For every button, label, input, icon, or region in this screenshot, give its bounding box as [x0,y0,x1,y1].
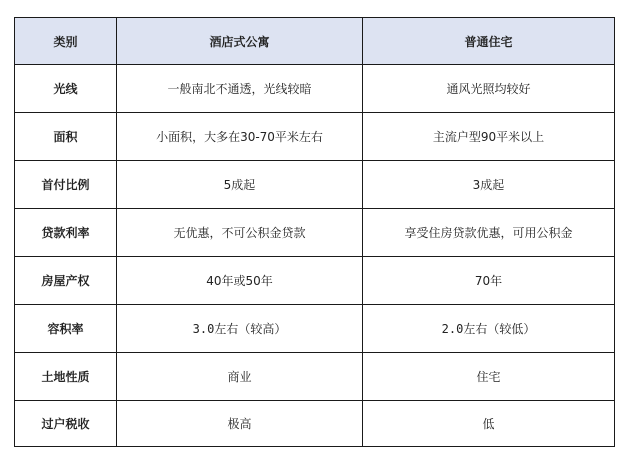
cell-apartment: 5成起 [117,161,363,209]
row-label: 容积率 [15,305,117,353]
table-row-plot-ratio [15,305,615,353]
cell-apartment: 40年或50年 [117,257,363,305]
cell-residence: 2.0左右（较低） [363,305,615,353]
cell-apartment: 小面积，大多在30-70平米左右 [117,113,363,161]
table-row-land-nature [15,353,615,401]
cell-residence: 主流户型90平米以上 [363,113,615,161]
cell-apartment: 无优惠，不可公积金贷款 [117,209,363,257]
table-row-transfer-tax [15,401,615,447]
table-row-area [15,113,615,161]
comparison-table [14,17,615,447]
cell-apartment: 极高 [117,401,363,447]
row-label: 房屋产权 [15,257,117,305]
comparison-table-container [14,17,614,447]
cell-apartment: 商业 [117,353,363,401]
cell-residence: 享受住房贷款优惠，可用公积金 [363,209,615,257]
row-label: 面积 [15,113,117,161]
header-category: 类别 [15,18,117,65]
cell-apartment: 3.0左右（较高） [117,305,363,353]
table-row-lighting [15,65,615,113]
cell-apartment: 一般南北不通透，光线较暗 [117,65,363,113]
table-row-property-rights [15,257,615,305]
cell-residence: 低 [363,401,615,447]
header-hotel-apartment: 酒店式公寓 [117,18,363,65]
row-label: 过户税收 [15,401,117,447]
row-label: 首付比例 [15,161,117,209]
table-header-row [15,18,615,65]
row-label: 贷款利率 [15,209,117,257]
row-label: 光线 [15,65,117,113]
row-label: 土地性质 [15,353,117,401]
header-ordinary-residence: 普通住宅 [363,18,615,65]
table-row-down-payment [15,161,615,209]
cell-residence: 3成起 [363,161,615,209]
cell-residence: 住宅 [363,353,615,401]
cell-residence: 通风光照均较好 [363,65,615,113]
cell-residence: 70年 [363,257,615,305]
table-row-loan-rate [15,209,615,257]
